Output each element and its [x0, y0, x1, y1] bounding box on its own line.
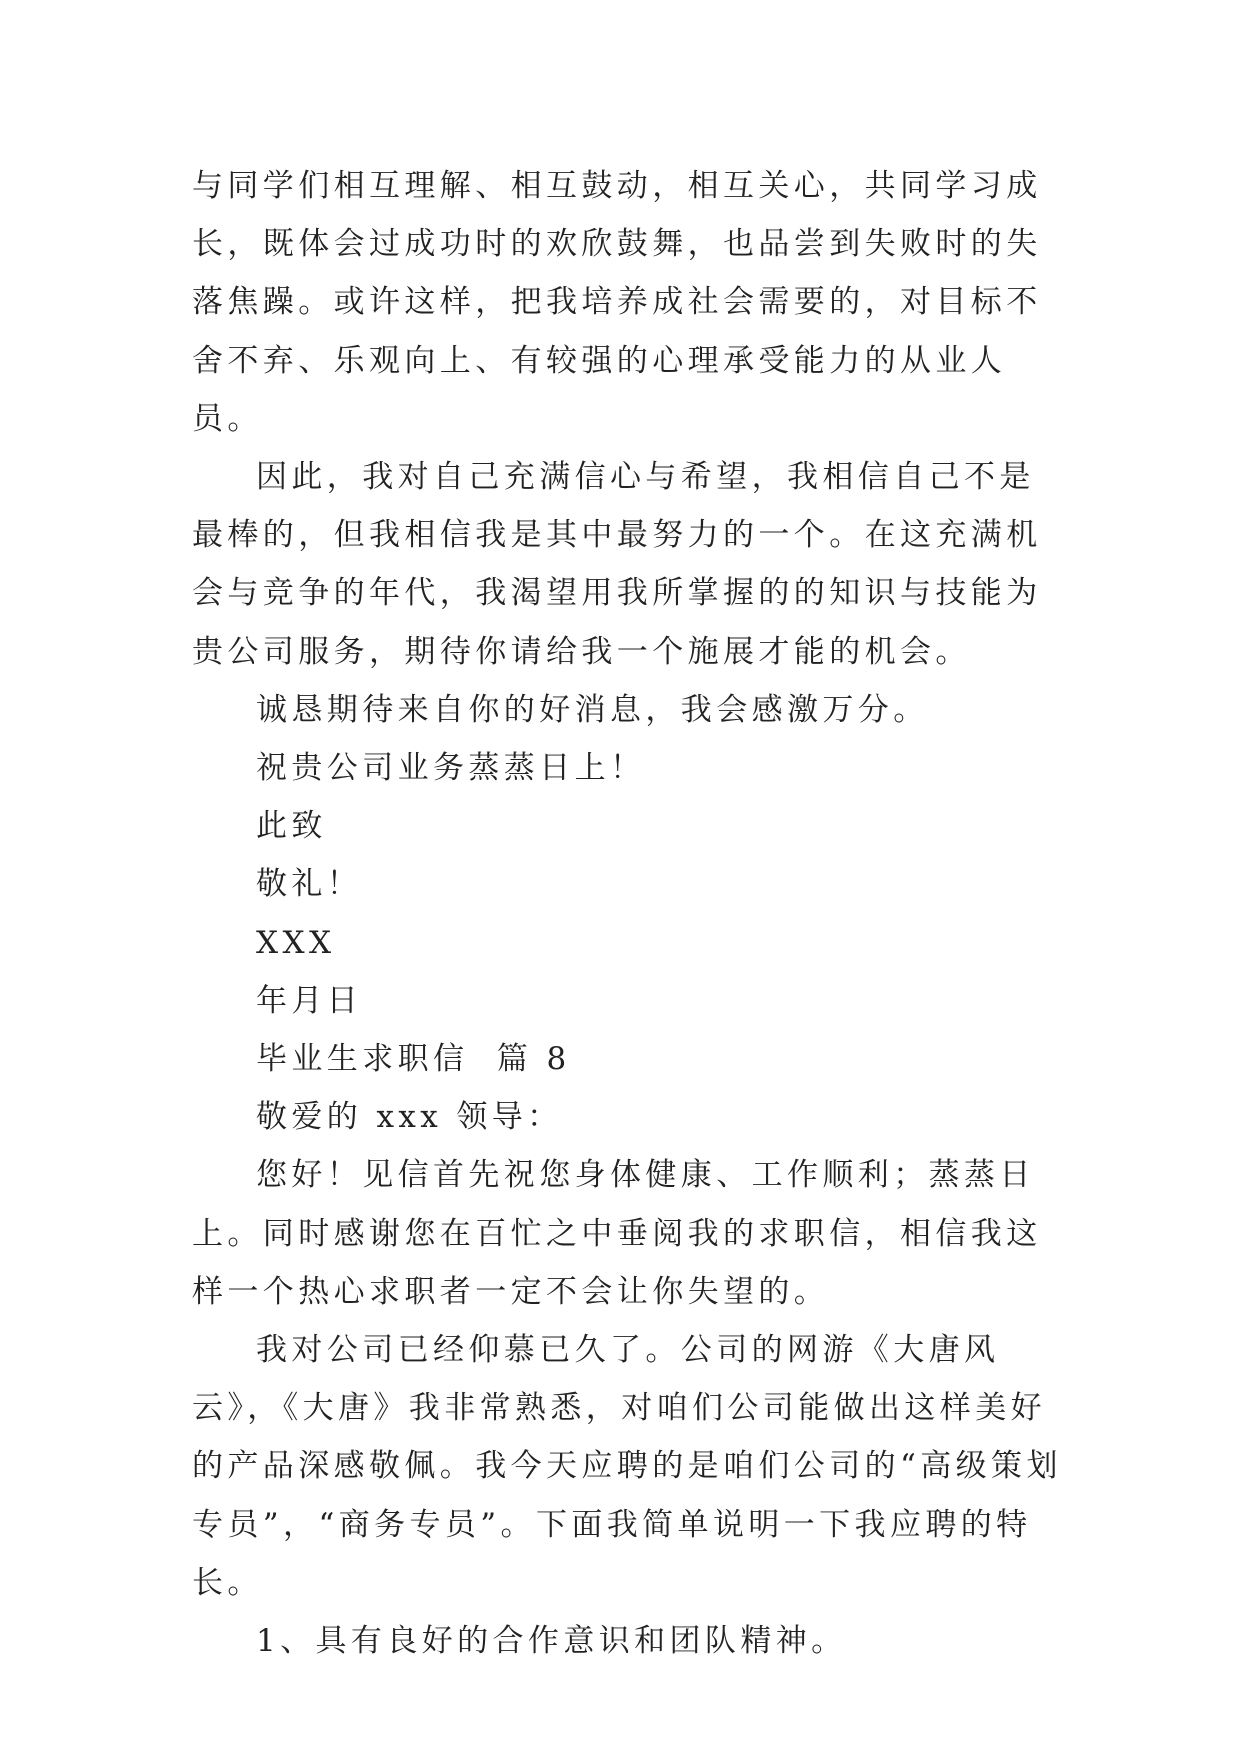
- list-item-1: 1、具有良好的合作意识和团队精神。: [256, 1623, 847, 1660]
- salutation: 敬爱的 xxx 领导：: [256, 1099, 563, 1136]
- signature-name: XXX: [256, 924, 336, 961]
- paragraph-classmates: 与同学们相互理解、相互鼓动，相互关心，共同学习成长，既体会过成功时的欢欣鼓舞，也品尝到失败时的失落焦躁。或许这样，把我培养成社会需要的，对目标不舍不弃、乐观向上、有较强的心理承受能力的从业人员。: [192, 168, 1042, 437]
- paragraph-confidence: 因此，我对自己充满信心与希望，我相信自己不是最棒的，但我相信我是其中最努力的一个。在这充满机会与竞争的年代，我渴望用我所掌握的的知识与技能为贵公司服务，期待你请给我一个施展才能的机会。: [192, 459, 1042, 670]
- paragraph-wish: 祝贵公司业务蒸蒸日上！: [256, 750, 646, 787]
- section-heading: 毕业生求职信 篇 8: [256, 1041, 571, 1078]
- paragraph-await-news: 诚恳期待来自你的好消息，我会感激万分。: [256, 691, 929, 728]
- paragraph-greeting: 您好！见信首先祝您身体健康、工作顺利；蒸蒸日上。同时感谢您在百忙之中垂阅我的求职信，相信我这样一个热心求职者一定不会让你失望的。: [192, 1157, 1042, 1310]
- paragraph-admiration: 我对公司已经仰慕已久了。公司的网游《大唐风云》，《大唐》我非常熟悉，对咱们公司能做出这样美好的产品深感敬佩。我今天应聘的是咱们公司的“高级策划专员”，“商务专员”。下面我简单说明一下我应聘的特长。: [192, 1332, 1062, 1601]
- signature-date: 年月日: [256, 982, 363, 1019]
- document-body: [192, 157, 1062, 1670]
- closing-jingli: 敬礼！: [256, 866, 363, 903]
- closing-cizhi: 此致: [256, 808, 327, 845]
